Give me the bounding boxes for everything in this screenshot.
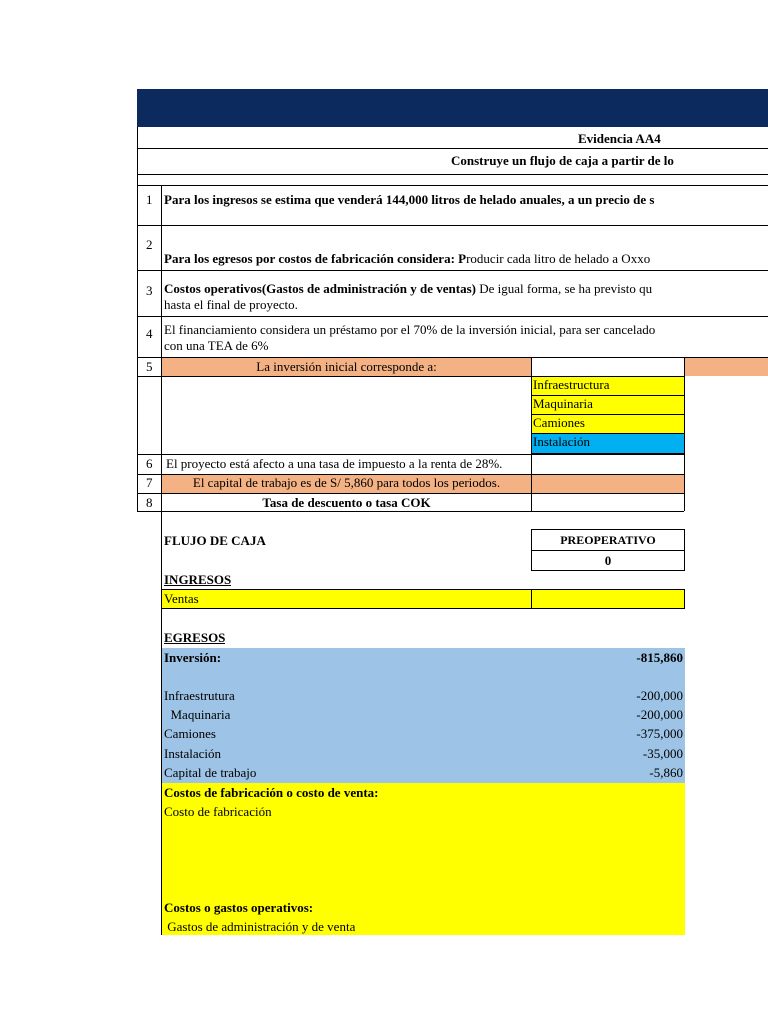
- inversion-row-value: -35,000: [642, 746, 683, 761]
- costos-operativos-label: Costos o gastos operativos:: [164, 900, 314, 915]
- item-number: 8: [146, 495, 153, 510]
- row-line: [137, 454, 684, 455]
- investment-item-label: Instalación: [533, 434, 591, 449]
- tasa-cok-label: Tasa de descuento o tasa COK: [262, 495, 431, 510]
- investment-item-label: Camiones: [533, 415, 585, 430]
- item-number: 2: [146, 237, 153, 252]
- row-line: [137, 270, 768, 271]
- item-number: 4: [146, 326, 153, 341]
- inversion-total: -815,860: [636, 650, 683, 665]
- item-text-2: [164, 251, 684, 267]
- sheet-header-band: [137, 89, 768, 127]
- inversion-row-label: Infraestrutura: [164, 688, 235, 703]
- col-border: [531, 589, 532, 609]
- item-text-3-bold: Costos operativos(Gastos de administración y de ventas): [164, 281, 476, 296]
- inversion-row-value: -200,000: [636, 688, 683, 703]
- period-value-text: 0: [604, 553, 612, 568]
- costos-fabricacion-label: Costos de fabricación o costo de venta:: [164, 785, 379, 800]
- item-text-4-line1: El financiamiento considera un préstamo por el 70% de la inversión inicial, para ser cancelado: [164, 322, 656, 337]
- investment-item-label: Infraestructura: [533, 377, 610, 392]
- gastos-admin-row: Gastos de administración y de venta: [164, 919, 356, 934]
- item-number: 1: [146, 192, 153, 207]
- investment-item: [531, 433, 685, 454]
- inversion-row-label: Camiones: [164, 726, 216, 741]
- item-number: 3: [146, 283, 153, 298]
- impuesto-text: El proyecto está afecto a una tasa de impuesto a la renta de 28%.: [166, 456, 503, 471]
- row-line: [137, 225, 768, 226]
- investment-item: [531, 376, 685, 396]
- ventas-row: [162, 589, 685, 609]
- item-text-3-line2: hasta el final de proyecto.: [164, 297, 298, 312]
- inversion-row-value: -5,860: [649, 765, 683, 780]
- costo-fabricacion-row: Costo de fabricación: [164, 804, 272, 819]
- sheet-title: Evidencia AA4: [578, 131, 661, 146]
- item-text-2-bold: Para los egresos por costos de fabricación considera: P: [164, 251, 467, 266]
- row-line: [137, 493, 684, 494]
- row-line: [137, 316, 768, 317]
- sheet-subtitle: Construye un flujo de caja a partir de lo: [451, 153, 674, 168]
- inversion-row-label: Instalación: [164, 746, 222, 761]
- item-number: 6: [146, 456, 153, 471]
- inversion-row-label: Capital de trabajo: [164, 765, 257, 780]
- investment-item-label: Maquinaria: [533, 396, 593, 411]
- row-line: [137, 148, 768, 149]
- investment-item: [531, 395, 685, 415]
- item-text-3-rest: De igual forma, se ha previsto qu: [476, 281, 653, 296]
- item-number: 5: [146, 359, 153, 374]
- inversion-row-label: Maquinaria: [164, 707, 231, 722]
- item-text-4-line2: con una TEA de 6%: [164, 338, 269, 353]
- ventas-label: Ventas: [164, 591, 199, 606]
- item-text-3: [164, 281, 684, 297]
- item-text-2-rest: roducir cada litro de helado a Oxxo: [466, 251, 651, 266]
- row-line: [137, 511, 684, 512]
- row7-fill-right: [532, 475, 684, 493]
- period-value: [531, 550, 685, 571]
- row-line: [137, 185, 768, 186]
- inversion-row-value: -375,000: [636, 726, 683, 741]
- inversion-inicial-label: La inversión inicial corresponde a:: [256, 359, 437, 374]
- investment-item: [531, 414, 685, 434]
- period-header-text: PREOPERATIVO: [560, 533, 656, 547]
- item-number: 7: [146, 475, 153, 490]
- item-text-1: Para los ingresos se estima que venderá 144,000 litros de helado anuales, a un precio de s: [164, 192, 655, 207]
- cashflow-title: FLUJO DE CAJA: [164, 533, 266, 548]
- inversion-row-value: -200,000: [636, 707, 683, 722]
- ingresos-label: INGRESOS: [164, 572, 232, 587]
- num-col-border: [161, 185, 162, 511]
- egresos-label: EGRESOS: [164, 630, 226, 645]
- row5-fill-right: [684, 358, 768, 376]
- period-header: [531, 529, 685, 551]
- row-line: [137, 174, 768, 175]
- inversion-label: Inversión:: [164, 650, 222, 665]
- capital-trabajo-text: El capital de trabajo es de S/ 5,860 para todos los periodos.: [192, 475, 501, 490]
